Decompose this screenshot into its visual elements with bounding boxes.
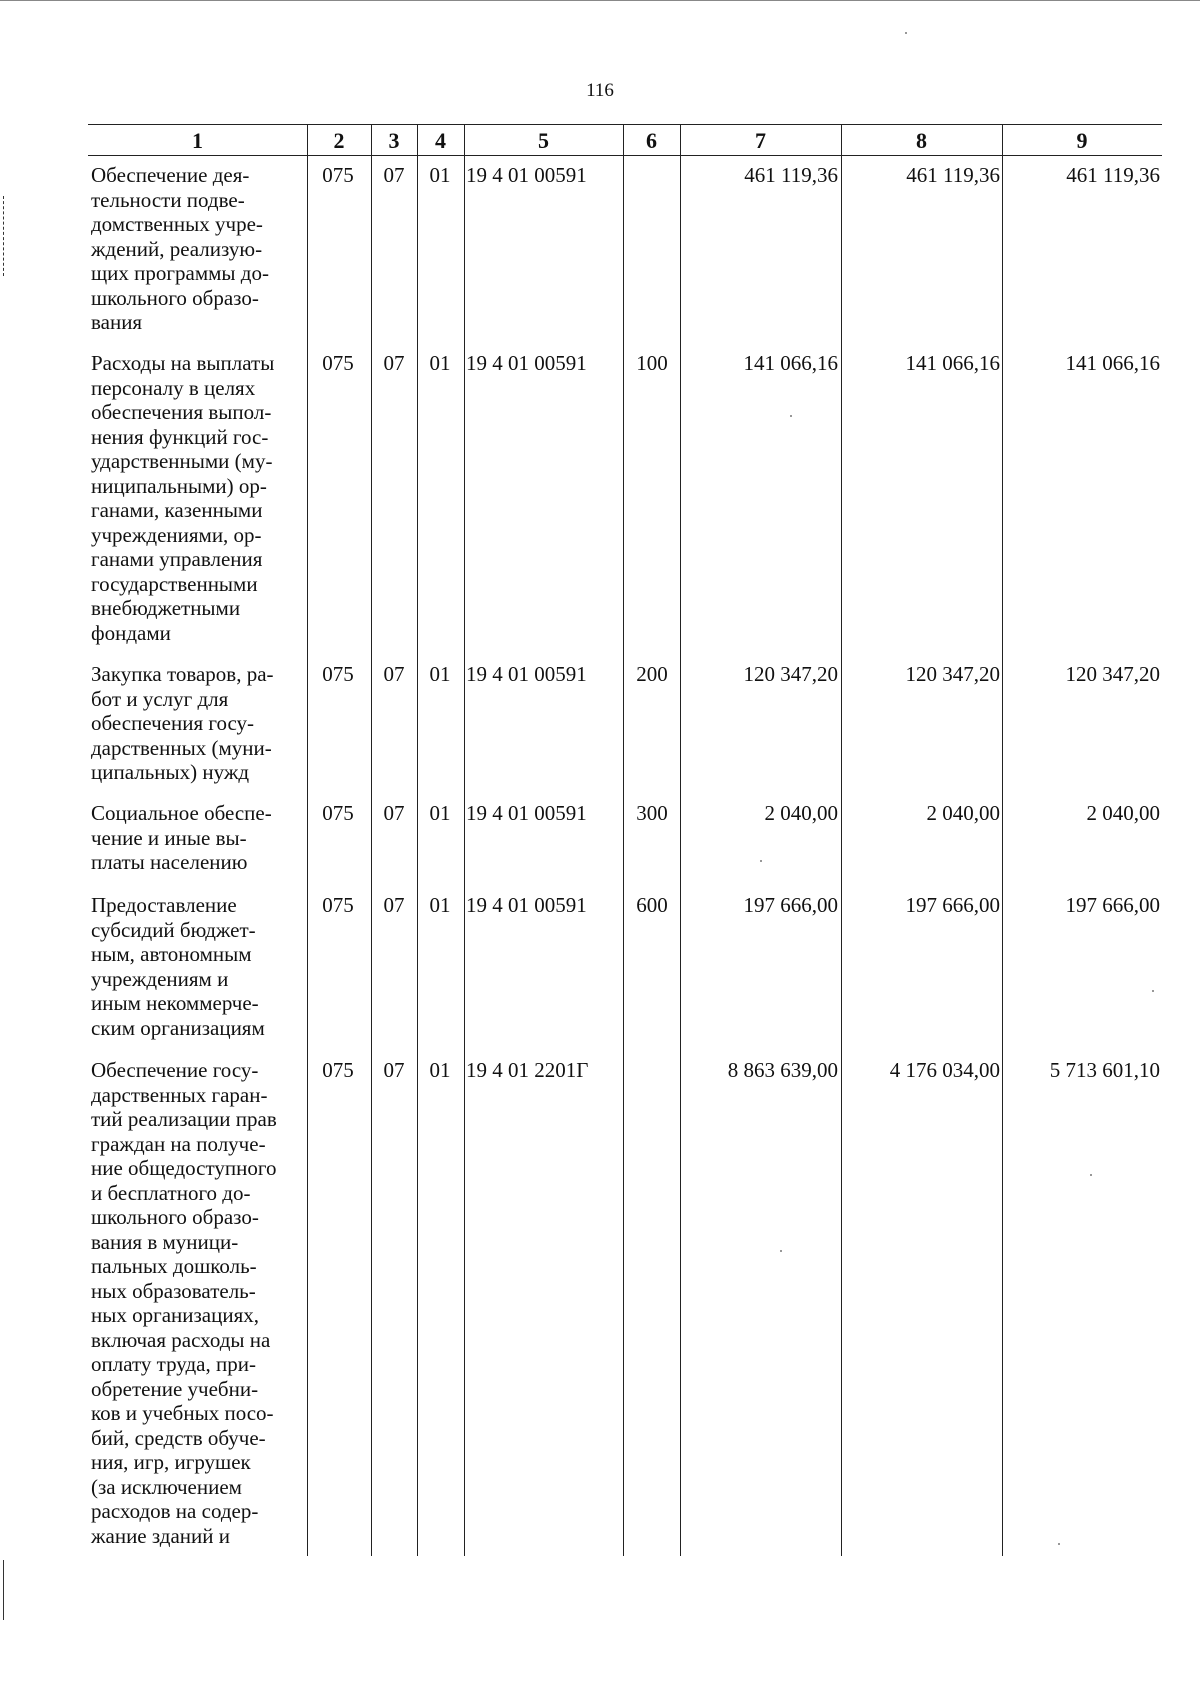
cell-col-7: 461 119,36 [744,163,838,187]
header-col-4: 4 [435,128,446,153]
cell-col-7: 2 040,00 [764,801,838,825]
column-divider [371,124,372,1556]
row-description: Обеспечение дея- тельности подве- домственных учре- ждений, реализую- щих программы до- школьного образо- вания [91,163,269,334]
cell-col-7: 197 666,00 [743,893,838,917]
scan-speck [760,860,762,862]
cell-col-9: 5 713 601,10 [1049,1058,1160,1082]
scan-speck [1090,1174,1092,1176]
cell-col-9: 197 666,00 [1065,893,1160,917]
cell-col-5: 19 4 01 00591 [466,163,587,187]
header-col-9: 9 [1076,128,1088,153]
cell-col-3: 07 [383,801,405,825]
cell-col-5: 19 4 01 00591 [466,662,587,686]
cell-col-6: 100 [636,351,668,375]
scan-speck [905,32,907,34]
cell-col-4: 01 [429,893,451,917]
cell-col-8: 141 066,16 [905,351,1000,375]
scan-speck [1058,1543,1060,1545]
scan-speck [790,415,792,417]
cell-col-9: 461 119,36 [1066,163,1160,187]
header-bottom-rule [88,155,1162,156]
cell-col-3: 07 [383,1058,405,1082]
page-number: 116 [586,80,614,101]
column-divider [623,124,624,1556]
scan-edge-mark [3,196,4,276]
column-divider [680,124,681,1556]
column-divider [464,124,465,1556]
cell-col-5: 19 4 01 00591 [466,351,587,375]
cell-col-5: 19 4 01 00591 [466,893,587,917]
cell-col-8: 4 176 034,00 [889,1058,1000,1082]
cell-col-6: 600 [636,893,668,917]
cell-col-5: 19 4 01 00591 [466,801,587,825]
cell-col-3: 07 [383,662,405,686]
cell-col-9: 141 066,16 [1065,351,1160,375]
header-col-6: 6 [646,128,657,153]
header-col-8: 8 [916,128,927,153]
cell-col-6: 300 [636,801,668,825]
cell-col-2: 075 [322,801,354,825]
row-description: Социальное обеспе- чение и иные вы- платы населению [91,801,272,874]
cell-col-3: 07 [383,163,405,187]
header-col-3: 3 [388,128,400,153]
cell-col-2: 075 [322,662,354,686]
cell-col-2: 075 [322,1058,354,1082]
header-col-5: 5 [538,128,549,153]
row-description: Обеспечение госу- дарственных гаран- тий реализации прав граждан на получе- ние общедоступного и бесплатного до- школьного образо- вания в муници- пальных дошколь- ных образователь- ных организациях, включая расходы на оплату труда, при- обретение учебни- ков и учебных посо- бий, средств обуче- ния, игр, игрушек (за исключением расходов на содер- жание зданий и [91,1058,277,1548]
header-col-7: 7 [755,128,766,153]
cell-col-4: 01 [429,1058,451,1082]
cell-col-3: 07 [383,351,405,375]
cell-col-9: 120 347,20 [1065,662,1160,686]
cell-col-6: 200 [636,662,668,686]
table-top-rule [88,124,1162,125]
cell-col-7: 120 347,20 [743,662,838,686]
scan-speck [780,1250,782,1252]
row-description: Закупка товаров, ра- бот и услуг для обеспечения госу- дарственных (муни- ципальных) нужд [91,662,274,784]
cell-col-8: 2 040,00 [926,801,1000,825]
scan-edge-mark [3,1560,4,1620]
cell-col-8: 461 119,36 [906,163,1000,187]
cell-col-5: 19 4 01 2201Г [466,1058,589,1082]
cell-col-4: 01 [429,801,451,825]
cell-col-7: 8 863 639,00 [727,1058,838,1082]
cell-col-7: 141 066,16 [743,351,838,375]
cell-col-2: 075 [322,893,354,917]
cell-col-3: 07 [383,893,405,917]
row-description: Расходы на выплаты персоналу в целях обеспечения выпол- нения функций гос- ударственными (му- ниципальными) ор- ганами, казенными учреждениями, ор- ганами управления государственными внебюджетными фондами [91,351,275,645]
cell-col-8: 197 666,00 [905,893,1000,917]
column-divider [417,124,418,1556]
cell-col-4: 01 [429,662,451,686]
cell-col-9: 2 040,00 [1086,801,1160,825]
column-divider [1002,124,1003,1556]
page-top-edge [0,0,1200,1]
column-divider [307,124,308,1556]
column-divider [841,124,842,1556]
cell-col-2: 075 [322,351,354,375]
row-description: Предоставление субсидий бюджет- ным, автономным учреждениям и иным некоммерче- ским организациям [91,893,265,1040]
cell-col-4: 01 [429,351,451,375]
scan-speck [1152,990,1154,992]
header-col-2: 2 [333,128,345,153]
cell-col-2: 075 [322,163,354,187]
cell-col-4: 01 [429,163,451,187]
header-col-1: 1 [192,128,203,153]
cell-col-8: 120 347,20 [905,662,1000,686]
